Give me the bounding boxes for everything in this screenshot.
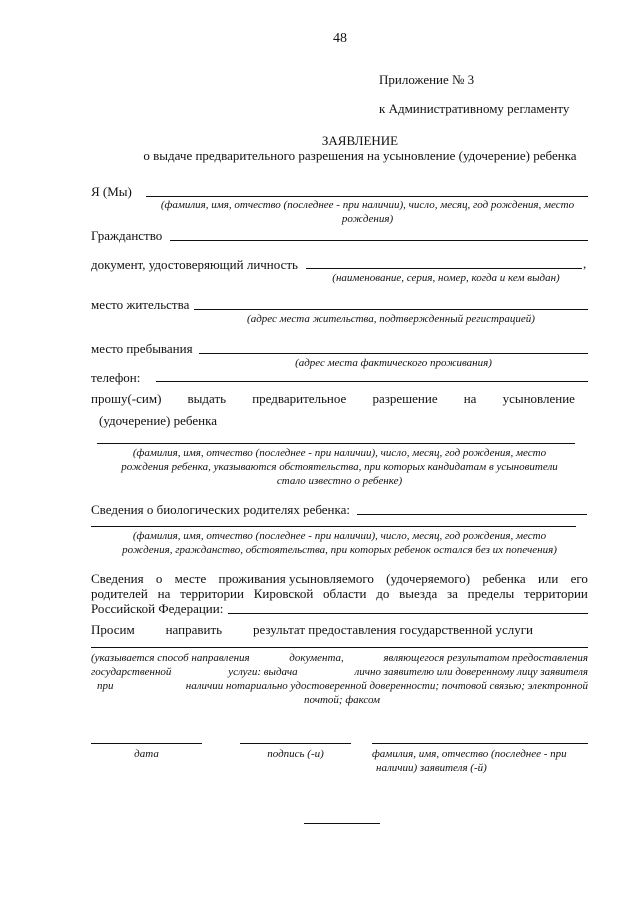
child-hint-2: рождения ребенка, указываются обстоятельства, при которых кандидатам в усыновители [121,461,558,473]
child-hint-1: (фамилия, имя, отчество (последнее - при наличии), число, месяц, год рождения, место [132,447,547,459]
applicant-name-field[interactable] [372,743,588,744]
delivery-hint-word: наличии нотариально удостоверенной доверенности; почтовой связью; электронной [185,680,588,692]
placement-line-1 [91,571,588,586]
stay-label: место пребывания [91,341,193,356]
identity-hint: (наименование, серия, номер, когда и кем выдан) [332,272,560,284]
placement-word: его [570,571,588,586]
footer-divider [304,823,380,824]
applicant-label: Я (Мы) [91,184,132,199]
phone-field[interactable] [156,381,588,382]
delivery-hint-3 [97,679,588,693]
request-word: выдать [187,391,227,406]
delivery-hint-word: являющегося результатом предоставления [383,652,588,664]
identity-comma: , [583,256,587,271]
page-number: 48 [333,31,347,46]
request-word: на [463,391,477,406]
delivery-hint-word: лично заявителю или доверенному лицу заявителя [354,666,588,678]
placement-word: за [446,586,458,601]
applicant-hint-2: рождения) [341,213,394,225]
request-word: предварительное [252,391,347,406]
request-word: усыновление [502,391,575,406]
placement-word: Кировской [253,586,314,601]
delivery-hint-1 [91,651,588,665]
placement-word: (удочеряемого) [386,571,471,586]
placement-word: пределы [467,586,515,601]
delivery-hint-4: почтой; факсом [304,694,381,706]
placement-word: Сведения [91,571,144,586]
placement-word: проживания усыновляемого [218,571,374,586]
delivery-hint-word: при [97,680,114,692]
applicant-name-label-1: фамилия, имя, отчество (последнее - при [372,748,567,760]
placement-word: ребенка [482,571,526,586]
signature-field[interactable] [240,743,351,744]
placement-line-2 [91,586,588,601]
appendix-label: Приложение № 3 [379,72,475,87]
child-hint-3: стало известно о ребенке) [276,475,403,487]
residence-field[interactable] [194,309,588,310]
placement-word: на [157,586,171,601]
delivery-hint-word: (указывается способ направления [91,652,250,664]
delivery-word: Просим [91,622,135,637]
delivery-line [91,622,533,637]
parents-hint-2: рождения, гражданство, обстоятельства, при которых ребенок остался без их попечения) [122,544,557,556]
parents-field-1[interactable] [357,514,587,515]
residence-hint: (адрес места жительства, подтвержденный регистрацией) [247,313,535,325]
placement-word: территории [524,586,588,601]
placement-word: до [376,586,390,601]
placement-word: территории [180,586,244,601]
applicant-name-label-2: наличии) заявителя (-й) [376,762,487,774]
placement-field[interactable] [228,613,588,614]
delivery-field[interactable] [91,647,588,648]
parents-label: Сведения о биологических родителях ребенка: [91,502,351,517]
identity-label: документ, удостоверяющий личность [91,257,298,272]
placement-word: родителей [91,586,148,601]
citizenship-field[interactable] [170,240,588,241]
stay-hint: (адрес места фактического проживания) [295,357,492,369]
placement-word: месте [174,571,207,586]
date-label: дата [134,748,159,760]
request-word: разрешение [372,391,438,406]
parents-hint-1: (фамилия, имя, отчество (последнее - при наличии), число, месяц, год рождения, место [132,530,547,542]
request-word: прошу(-сим) [91,391,162,406]
applicant-field[interactable] [146,196,588,197]
parents-field-2[interactable] [91,526,576,527]
phone-label: телефон: [91,370,141,385]
placement-word: выезда [399,586,438,601]
regulation-label: к Административному регламенту [379,101,570,116]
placement-word: или [537,571,559,586]
stay-field[interactable] [199,353,588,354]
delivery-hint-word: документа, [289,652,344,664]
placement-word: о [155,571,163,586]
signature-label: подпись (-и) [267,748,324,760]
form-title: ЗАЯВЛЕНИЕ [321,133,399,148]
delivery-hint-word: услуги: выдача [228,666,298,678]
delivery-hint-2 [91,665,588,679]
request-line-1 [91,391,575,406]
residence-label: место жительства [91,297,190,312]
placement-word: области [323,586,367,601]
citizenship-label: Гражданство [91,228,163,243]
identity-field[interactable] [306,268,582,269]
applicant-hint-1: (фамилия, имя, отчество (последнее - при наличии), число, месяц, год рождения, место [160,199,575,211]
delivery-word: направить [165,622,223,637]
date-field[interactable] [91,743,202,744]
delivery-word: результат предоставления государственной услуги [252,622,533,637]
request-line-2: (удочерение) ребенка [99,413,217,428]
child-field[interactable] [97,443,575,444]
placement-line-3: Российской Федерации: [91,601,224,616]
form-subtitle: о выдаче предварительного разрешения на усыновление (удочерение) ребенка [143,148,577,163]
delivery-hint-word: государственной [91,666,172,678]
